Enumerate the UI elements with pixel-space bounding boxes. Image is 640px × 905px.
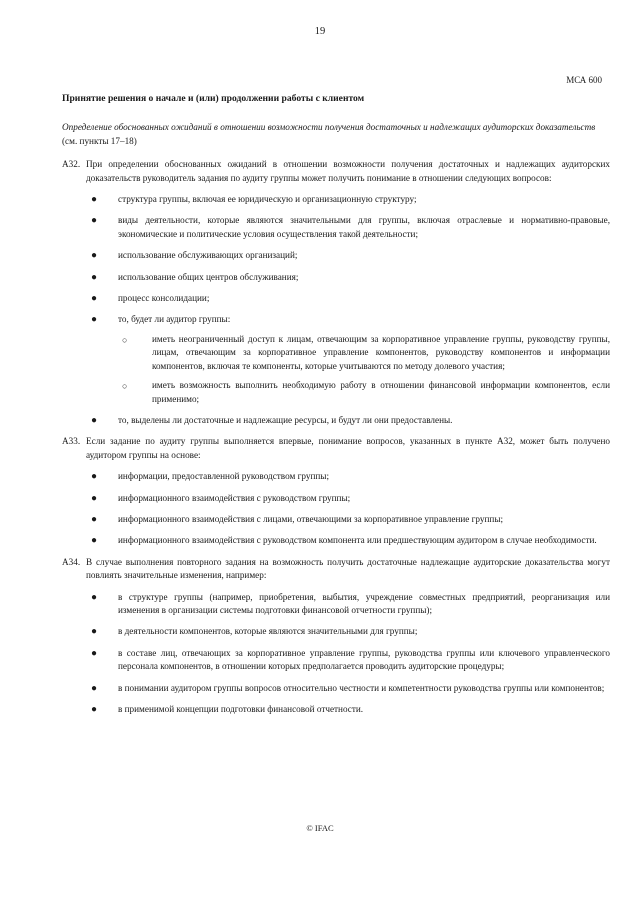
bullet-icon: ● bbox=[91, 194, 98, 206]
list-item bbox=[91, 534, 610, 547]
bullet-icon: ● bbox=[91, 414, 98, 426]
list-item bbox=[91, 414, 610, 427]
list-item-text: то, будет ли аудитор группы: bbox=[118, 314, 231, 325]
list-item-text: в понимании аудитором группы вопросов относительно честности и компетентности руководства группы или компонентов; bbox=[118, 682, 605, 693]
subsection-title-italic: Определение обоснованных ожиданий в отношении возможности получения достаточных и надлежащих аудиторских доказательств bbox=[62, 122, 596, 133]
list-item bbox=[91, 703, 610, 716]
list-item-text: информационного взаимодействия с руководством компонента или предшествующим аудитором в случае необходимости. bbox=[118, 535, 597, 546]
list-item-text: в деятельности компонентов, которые являются значительными для группы; bbox=[118, 626, 418, 637]
list-item bbox=[91, 591, 610, 618]
bullet-icon: ● bbox=[91, 215, 98, 227]
paragraph-lead: В случае выполнения повторного задания на возможность получить достаточные надлежащие аудиторские доказательства могут повлиять значительные изменения, например: bbox=[86, 556, 610, 581]
bullet-icon: ● bbox=[91, 314, 98, 326]
bullet-icon: ● bbox=[91, 647, 98, 659]
sub-list-item-text: иметь неограниченный доступ к лицам, отвечающим за корпоративное управление группы, руководству группы, лицам, отвечающим за корпоративное управление компонентов, руководству компонентов и информации компонентов, включая те компоненты, которые учитываются по методу долевого участия; bbox=[152, 333, 610, 371]
list-item-text: виды деятельности, которые являются значительными для группы, включая отраслевые и нормативно-правовые, экономические и политические условия осуществления такой деятельности; bbox=[118, 215, 610, 239]
page-number: 19 bbox=[314, 26, 326, 37]
list-item bbox=[91, 292, 610, 305]
list-item bbox=[91, 249, 610, 262]
list-item-text: процесс консолидации; bbox=[118, 293, 210, 304]
list-item bbox=[91, 682, 610, 695]
list-item-text: то, выделены ли достаточные и надлежащие ресурсы, и будут ли они предоставлены. bbox=[118, 414, 453, 425]
sub-list-item-text: иметь возможность выполнить необходимую работу в отношении финансовой информации компонентов, если применимо; bbox=[152, 380, 610, 404]
list-item bbox=[91, 492, 610, 505]
bullet-icon: ● bbox=[91, 682, 98, 694]
list-item bbox=[91, 271, 610, 284]
paragraph-a33 bbox=[62, 435, 610, 547]
sub-bullet-list bbox=[118, 333, 610, 406]
list-item bbox=[91, 193, 610, 206]
bullet-icon: ● bbox=[91, 626, 98, 638]
section-title: Принятие решения о начале и (или) продолжении работы с клиентом bbox=[62, 93, 365, 104]
bullet-icon: ● bbox=[91, 471, 98, 483]
list-item-text: информации, предоставленной руководством группы; bbox=[118, 471, 330, 482]
bullet-icon: ● bbox=[91, 492, 98, 504]
list-item-text: использование обслуживающих организаций; bbox=[118, 250, 298, 261]
bullet-icon: ● bbox=[91, 271, 98, 283]
list-item-text: в составе лиц, отвечающих за корпоративное управление группы, руководства группы или ключевого управленческого персонала компонентов, в отношении которых предполагается проводить аудиторские процедуры; bbox=[118, 647, 610, 672]
paragraph-label: А33. bbox=[62, 436, 81, 447]
paragraph-label: А32. bbox=[62, 159, 81, 170]
subsection-reference: (см. пункты 17–18) bbox=[62, 135, 137, 146]
list-item bbox=[91, 214, 610, 241]
bullet-icon: ● bbox=[91, 591, 98, 603]
paragraph-lead: Если задание по аудиту группы выполняется впервые, понимание вопросов, указанных в пункте А32, может быть получено аудитором группы на основе: bbox=[86, 436, 610, 460]
list-item-text: структура группы, включая ее юридическую и организационную структуру; bbox=[118, 194, 417, 205]
document-body bbox=[62, 92, 610, 716]
paragraph-lead: При определении обоснованных ожиданий в отношении возможности получения достаточных и надлежащих аудиторских доказательств руководитель задания по аудиту группы может получить понимание в отношении следующих вопросов: bbox=[86, 159, 610, 183]
bullet-icon: ● bbox=[91, 704, 98, 715]
sub-list-item bbox=[122, 333, 610, 373]
list-item bbox=[91, 625, 610, 638]
standard-code: МСА 600 bbox=[566, 75, 602, 85]
list-item-text: в структуре группы (например, приобретения, выбытия, учреждение совместных предприятий, реорганизация или изменения в организации системы подготовки финансовой отчетности группы); bbox=[118, 591, 610, 615]
list-item-text: использование общих центров обслуживания; bbox=[118, 271, 299, 282]
circle-bullet-icon: ○ bbox=[122, 381, 128, 392]
bullet-list bbox=[62, 193, 610, 427]
list-item-text: в применимой концепции подготовки финансовой отчетности. bbox=[118, 704, 364, 714]
list-item bbox=[91, 647, 610, 674]
bullet-icon: ● bbox=[91, 513, 98, 525]
paragraph-a34 bbox=[62, 556, 610, 717]
sub-list-item bbox=[122, 379, 610, 406]
list-item-text: информационного взаимодействия с лицами, отвечающими за корпоративное управление группы; bbox=[118, 513, 504, 524]
bullet-list bbox=[62, 591, 610, 717]
subsection-title bbox=[62, 121, 610, 148]
list-item bbox=[91, 313, 610, 405]
list-item bbox=[91, 470, 610, 483]
list-item bbox=[91, 513, 610, 526]
copyright-footer: © IFAC bbox=[306, 823, 334, 833]
paragraph-label: А34. bbox=[62, 556, 81, 567]
bullet-icon: ● bbox=[91, 535, 98, 547]
bullet-list bbox=[62, 470, 610, 548]
circle-bullet-icon: ○ bbox=[122, 334, 128, 345]
bullet-icon: ● bbox=[91, 293, 98, 305]
list-item-text: информационного взаимодействия с руководством группы; bbox=[118, 492, 351, 503]
paragraph-a32 bbox=[62, 158, 610, 427]
bullet-icon: ● bbox=[91, 250, 98, 262]
